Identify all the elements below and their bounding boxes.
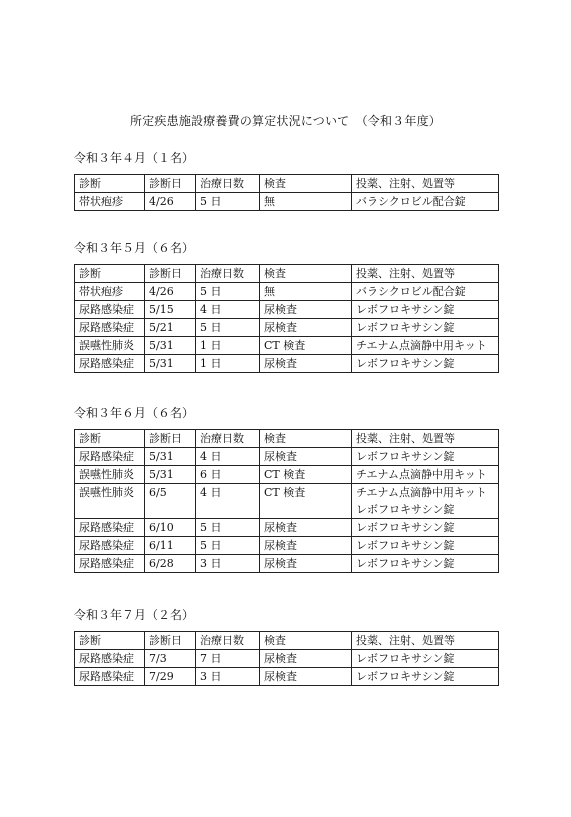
diagnosis-cell: 尿路感染症 [75, 301, 145, 319]
diagnosis-date-cell: 5/21 [145, 319, 196, 337]
treatment-cell [352, 519, 499, 537]
column-header: 診断 [75, 175, 145, 193]
treatment-table [74, 429, 499, 573]
column-header: 診断 [75, 430, 145, 448]
diagnosis-cell: 尿路感染症 [75, 650, 145, 668]
column-header: 検査 [260, 265, 352, 283]
treatment-cell [352, 484, 499, 519]
treatment-cell [352, 668, 499, 686]
treatment-item: チエナム点滴静中用キット [356, 339, 487, 352]
section-heading: 令和３年７月（２名） [74, 608, 195, 622]
diagnosis-date-cell: 5/31 [145, 448, 196, 466]
month-section [74, 405, 498, 573]
treatment-days-cell: 3 日 [196, 668, 260, 686]
section-heading: 令和３年４月（１名） [74, 151, 195, 165]
column-header: 診断 [75, 265, 145, 283]
column-header: 治療日数 [196, 265, 260, 283]
diagnosis-cell: 誤嚥性肺炎 [75, 466, 145, 484]
diagnosis-cell: 尿路感染症 [75, 555, 145, 573]
column-header: 検査 [260, 632, 352, 650]
table-row [75, 283, 499, 301]
treatment-item: レボフロキサシン錠 [356, 670, 455, 683]
column-header: 診断日 [145, 430, 196, 448]
diagnosis-cell: 尿路感染症 [75, 319, 145, 337]
treatment-item: レボフロキサシン錠 [356, 303, 455, 316]
treatment-days-cell: 4 日 [196, 301, 260, 319]
treatment-days-cell: 7 日 [196, 650, 260, 668]
test-cell: 無 [260, 193, 352, 211]
diagnosis-cell: 帯状疱疹 [75, 283, 145, 301]
test-cell: 尿検査 [260, 319, 352, 337]
section-heading: 令和３年５月（６名） [74, 241, 195, 255]
treatment-cell [352, 319, 499, 337]
treatment-days-cell: 6 日 [196, 466, 260, 484]
table-header-row [75, 175, 499, 193]
diagnosis-cell: 誤嚥性肺炎 [75, 337, 145, 355]
table-row [75, 555, 499, 573]
month-section [74, 240, 498, 373]
diagnosis-cell: 尿路感染症 [75, 668, 145, 686]
test-cell: 尿検査 [260, 519, 352, 537]
treatment-days-cell: 5 日 [196, 519, 260, 537]
treatment-table [74, 264, 499, 373]
treatment-item: レボフロキサシン錠 [356, 450, 455, 463]
diagnosis-date-cell: 4/26 [145, 193, 196, 211]
treatment-days-cell: 5 日 [196, 193, 260, 211]
test-cell: 尿検査 [260, 448, 352, 466]
column-header: 診断日 [145, 265, 196, 283]
diagnosis-date-cell: 7/29 [145, 668, 196, 686]
document-title: 所定疾患施設療養費の算定状況について （令和３年度） [130, 114, 441, 128]
diagnosis-date-cell: 5/31 [145, 466, 196, 484]
treatment-item: チエナム点滴静中用キット [356, 486, 487, 499]
table-row [75, 668, 499, 686]
treatment-item: レボフロキサシン錠 [356, 652, 455, 665]
column-header: 検査 [260, 175, 352, 193]
treatment-cell [352, 193, 499, 211]
treatment-item: レボフロキサシン錠 [356, 539, 455, 552]
treatment-days-cell: 4 日 [196, 484, 260, 519]
treatment-days-cell: 1 日 [196, 355, 260, 373]
table-row [75, 484, 499, 519]
treatment-cell [352, 448, 499, 466]
treatment-days-cell: 4 日 [196, 448, 260, 466]
treatment-cell [352, 355, 499, 373]
test-cell: 尿検査 [260, 537, 352, 555]
treatment-item: バラシクロビル配合錠 [356, 285, 466, 298]
diagnosis-date-cell: 6/28 [145, 555, 196, 573]
table-row [75, 337, 499, 355]
treatment-cell [352, 283, 499, 301]
column-header: 治療日数 [196, 175, 260, 193]
table-row [75, 355, 499, 373]
test-cell: CT 検査 [260, 337, 352, 355]
diagnosis-date-cell: 5/15 [145, 301, 196, 319]
section-heading: 令和３年６月（６名） [74, 406, 195, 420]
table-row [75, 448, 499, 466]
diagnosis-cell: 尿路感染症 [75, 537, 145, 555]
month-section [74, 150, 498, 211]
test-cell: 尿検査 [260, 555, 352, 573]
treatment-item: レボフロキサシン錠 [356, 321, 455, 334]
table-header-row [75, 632, 499, 650]
test-cell: CT 検査 [260, 466, 352, 484]
column-header: 診断日 [145, 632, 196, 650]
treatment-days-cell: 3 日 [196, 555, 260, 573]
treatment-item: チエナム点滴静中用キット [356, 468, 487, 481]
treatment-cell [352, 337, 499, 355]
table-row [75, 466, 499, 484]
treatment-cell [352, 650, 499, 668]
table-row [75, 301, 499, 319]
diagnosis-cell: 尿路感染症 [75, 448, 145, 466]
treatment-days-cell: 5 日 [196, 537, 260, 555]
treatment-cell [352, 466, 499, 484]
treatment-item: レボフロキサシン錠 [356, 557, 455, 570]
diagnosis-cell: 誤嚥性肺炎 [75, 484, 145, 519]
test-cell: CT 検査 [260, 484, 352, 519]
column-header: 診断日 [145, 175, 196, 193]
column-header: 投薬、注射、処置等 [352, 265, 499, 283]
column-header: 治療日数 [196, 430, 260, 448]
treatment-item: バラシクロビル配合錠 [356, 195, 466, 208]
table-row [75, 537, 499, 555]
test-cell: 尿検査 [260, 355, 352, 373]
table-header-row [75, 430, 499, 448]
treatment-item: レボフロキサシン錠 [356, 357, 455, 370]
diagnosis-date-cell: 6/5 [145, 484, 196, 519]
diagnosis-date-cell: 7/3 [145, 650, 196, 668]
diagnosis-cell: 尿路感染症 [75, 519, 145, 537]
test-cell: 尿検査 [260, 650, 352, 668]
column-header: 投薬、注射、処置等 [352, 430, 499, 448]
diagnosis-date-cell: 4/26 [145, 283, 196, 301]
treatment-cell [352, 555, 499, 573]
diagnosis-date-cell: 6/10 [145, 519, 196, 537]
table-row [75, 519, 499, 537]
column-header: 投薬、注射、処置等 [352, 632, 499, 650]
test-cell: 尿検査 [260, 668, 352, 686]
table-row [75, 650, 499, 668]
diagnosis-date-cell: 5/31 [145, 337, 196, 355]
test-cell: 尿検査 [260, 301, 352, 319]
treatment-table [74, 631, 499, 686]
table-row [75, 193, 499, 211]
treatment-table [74, 174, 499, 211]
treatment-days-cell: 5 日 [196, 283, 260, 301]
column-header: 診断 [75, 632, 145, 650]
test-cell: 無 [260, 283, 352, 301]
treatment-days-cell: 5 日 [196, 319, 260, 337]
diagnosis-cell: 尿路感染症 [75, 355, 145, 373]
column-header: 投薬、注射、処置等 [352, 175, 499, 193]
treatment-item: レボフロキサシン錠 [356, 503, 455, 516]
treatment-item: レボフロキサシン錠 [356, 521, 455, 534]
table-row [75, 319, 499, 337]
treatment-days-cell: 1 日 [196, 337, 260, 355]
diagnosis-cell: 帯状疱疹 [75, 193, 145, 211]
column-header: 治療日数 [196, 632, 260, 650]
diagnosis-date-cell: 6/11 [145, 537, 196, 555]
table-header-row [75, 265, 499, 283]
treatment-cell [352, 301, 499, 319]
month-section [74, 607, 498, 686]
diagnosis-date-cell: 5/31 [145, 355, 196, 373]
column-header: 検査 [260, 430, 352, 448]
treatment-cell [352, 537, 499, 555]
